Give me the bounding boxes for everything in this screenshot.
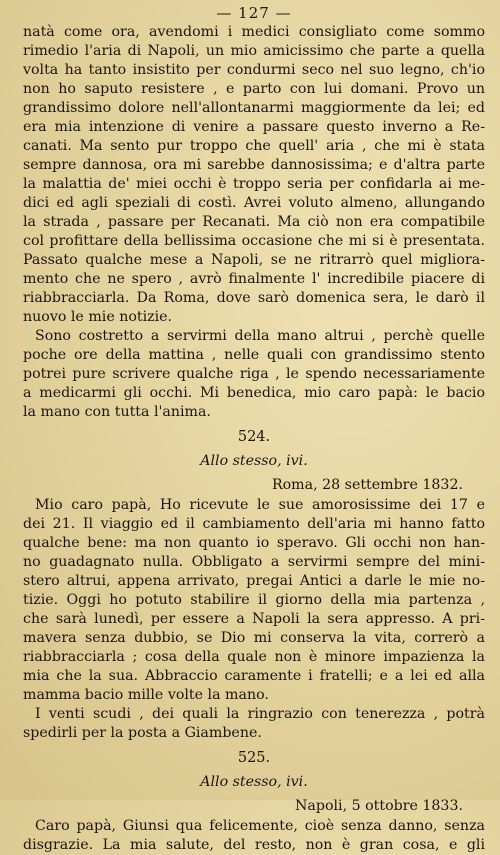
text-line: qualche bene: ma non quanto io speravo. Gli occhi non han- bbox=[23, 535, 485, 551]
text-line: stero altrui, appena arrivato, pregai Antici a darle le mie no- bbox=[23, 573, 485, 589]
letter-524-addressee: Allo stesso, ivi. bbox=[200, 453, 308, 469]
text-line: disgrazie. La mia salute, del resto, non è gran cosa, e gli bbox=[23, 837, 485, 853]
letter-525-addressee: Allo stesso, ivi. bbox=[200, 774, 308, 790]
text-line: grandissimo dolore nell'allontanarmi maggiormente da lei; ed bbox=[23, 100, 485, 116]
text-line: Sono costretto a servirmi della mano altrui , perchè quelle bbox=[35, 328, 485, 344]
text-line: la strada , passare per Recanati. Ma ciò non era compatibile bbox=[23, 214, 485, 230]
text-line: Passato qualche mese a Napoli, se ne ritrarrò quel migliora- bbox=[23, 252, 485, 268]
text-line: la malattia de' miei occhi è troppo seria per confidarla ai me- bbox=[23, 176, 485, 192]
text-line: mia che la sua. Abbraccio caramente i fratelli; e a lei ed alla bbox=[23, 668, 485, 684]
text-line: che sarà lunedì, per essere a Napoli la sera appresso. A pri- bbox=[23, 611, 485, 627]
text-line: tizie. Oggi ho potuto stabilire il giorno della mia partenza , bbox=[23, 592, 485, 608]
letter-525-number: 525. bbox=[237, 750, 271, 766]
letter-524-date: Roma, 28 settembre 1832. bbox=[271, 477, 463, 493]
page-number: — 127 — bbox=[216, 4, 292, 22]
text-line: rimedio l'aria di Napoli, un mio amicissimo che parte a quella bbox=[23, 43, 485, 59]
text-line: riabbracciarla ; cosa della quale non è minore impazienza la bbox=[23, 649, 485, 665]
text-line: dei 21. Il viaggio ed il cambiamento dell'aria mi hanno fatto bbox=[23, 516, 485, 532]
book-page bbox=[23, 4, 485, 855]
letter-525-body bbox=[23, 817, 485, 855]
text-line: canati. Ma sento pur troppo che quell' aria , che mi è stata bbox=[23, 138, 485, 154]
letter-523-body bbox=[23, 23, 485, 327]
letter-524-postscript bbox=[23, 705, 485, 743]
text-line: Caro papà, Giunsi qua felicemente, cioè senza danno, senza bbox=[35, 818, 485, 834]
text-line: mento che ne spero , avrò finalmente l' incredibile piacere di bbox=[23, 271, 485, 287]
text-line: poche ore della mattina , nelle quali con grandissimo stento bbox=[23, 347, 485, 363]
letter-524-body bbox=[23, 496, 485, 705]
text-line: spedirli per la posta a Giambene. bbox=[23, 725, 262, 741]
text-line: riabbracciarla. Da Roma, dove sarò domenica sera, le darò il bbox=[23, 290, 485, 306]
letter-525-date: Napoli, 5 ottobre 1833. bbox=[295, 798, 463, 814]
text-line: Mio caro papà, Ho ricevute le sue amorosissime dei 17 e bbox=[35, 497, 485, 513]
text-line: a medicarmi gli occhi. Mi benedica, mio caro papà: le bacio bbox=[23, 385, 485, 401]
text-line: volta ha tanto insistito per condurmi seco nel suo legno, ch'io bbox=[23, 62, 485, 78]
letter-524-number: 524. bbox=[237, 429, 271, 445]
text-line: la mano con tutta l'anima. bbox=[23, 404, 211, 420]
text-line: col profittare della bellissima occasione che mi si è presentata. bbox=[23, 233, 485, 249]
text-line: I venti scudi , dei quali la ringrazio con tenerezza , potrà bbox=[35, 706, 485, 722]
text-line: mavera senza dubbio, se Dio mi conserva la vita, correrò a bbox=[23, 630, 485, 646]
letter-523-postscript bbox=[23, 327, 485, 422]
text-line: natà come ora, avendomi i medici consigliato come sommo bbox=[23, 24, 485, 40]
text-line: era mia intenzione di venire a passare questo inverno a Re- bbox=[23, 119, 485, 135]
text-line: nuovo le mie notizie. bbox=[23, 309, 173, 325]
text-line: dici ed agli speziali di costì. Avrei voluto almeno, allungando bbox=[23, 195, 485, 211]
text-line: non ho saputo resistere , e parto con lui domani. Provo un bbox=[23, 81, 485, 97]
text-line: mamma bacio mille volte la mano. bbox=[23, 687, 269, 703]
text-line: no guadagnato nulla. Obbligato a servirmi sempre del mini- bbox=[23, 554, 485, 570]
text-line: sempre dannosa, ora mi sarebbe dannosissima; e d'altra parte bbox=[23, 157, 485, 173]
text-line: potrei pure scrivere qualche riga , le spendo necessariamente bbox=[23, 366, 485, 382]
